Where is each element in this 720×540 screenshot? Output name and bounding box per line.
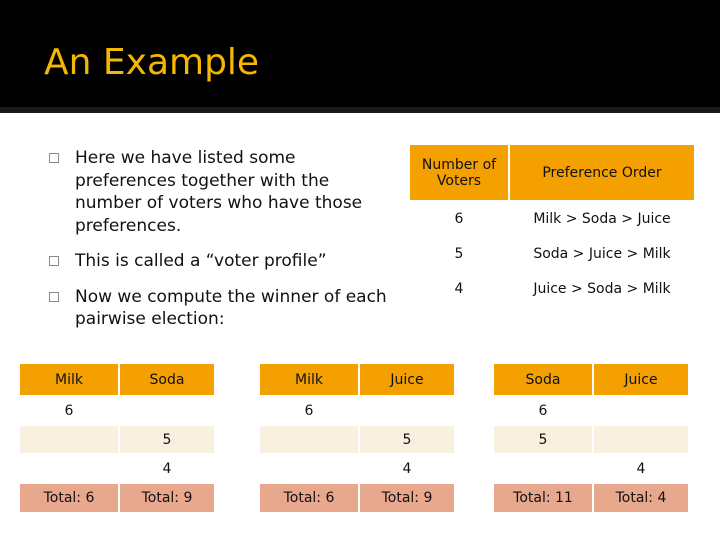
- table-row: [494, 455, 690, 484]
- tally-cell: [20, 426, 120, 455]
- pairwise-table-soda-juice: [494, 364, 690, 514]
- tally-cell: [260, 426, 360, 455]
- tally-cell: [494, 455, 594, 484]
- header-cell: Soda: [120, 364, 216, 397]
- tally-cell: 5: [120, 426, 216, 455]
- title-bar: [0, 0, 720, 113]
- total-row: [494, 484, 690, 514]
- total-cell: Total: 6: [260, 484, 360, 514]
- table-row: [20, 397, 216, 426]
- cell-voters: 5: [410, 237, 510, 272]
- bullet-item: [48, 286, 388, 331]
- bullet-box-icon: [49, 256, 59, 266]
- table-header-row: [260, 364, 456, 397]
- bullet-item: [48, 250, 388, 273]
- table-row: [260, 455, 456, 484]
- table-row: [260, 426, 456, 455]
- table-row: [410, 237, 696, 272]
- total-cell: Total: 9: [120, 484, 216, 514]
- header-cell: Juice: [360, 364, 456, 397]
- total-cell: Total: 9: [360, 484, 456, 514]
- table-row: [20, 426, 216, 455]
- table-row: [494, 397, 690, 426]
- table-row: [410, 202, 696, 237]
- table-header-row: [410, 145, 696, 202]
- total-cell: Total: 6: [20, 484, 120, 514]
- bullet-box-icon: [49, 292, 59, 302]
- table-row: [20, 455, 216, 484]
- tally-cell: [594, 426, 690, 455]
- cell-voters: 6: [410, 202, 510, 237]
- bullet-list: [48, 147, 388, 331]
- total-row: [20, 484, 216, 514]
- tally-cell: 4: [120, 455, 216, 484]
- header-cell: Juice: [594, 364, 690, 397]
- pairwise-table-milk-juice: [260, 364, 456, 514]
- tally-cell: 4: [594, 455, 690, 484]
- cell-preference: Milk > Soda > Juice: [510, 202, 696, 237]
- tally-cell: [594, 397, 690, 426]
- cell-voters: 4: [410, 272, 510, 307]
- cell-preference: Soda > Juice > Milk: [510, 237, 696, 272]
- header-number-of-voters: Number of Voters: [410, 145, 510, 202]
- total-row: [260, 484, 456, 514]
- tally-cell: [120, 397, 216, 426]
- table-header-row: [494, 364, 690, 397]
- voter-profile-table: [410, 145, 696, 307]
- total-cell: Total: 4: [594, 484, 690, 514]
- pairwise-table-milk-soda: [20, 364, 216, 514]
- tally-cell: 4: [360, 455, 456, 484]
- bullet-item: [48, 147, 388, 237]
- slide-title: An Example: [44, 42, 260, 83]
- table-row: [410, 272, 696, 307]
- tally-cell: 6: [260, 397, 360, 426]
- cell-preference: Juice > Soda > Milk: [510, 272, 696, 307]
- tally-cell: [260, 455, 360, 484]
- bullet-box-icon: [49, 153, 59, 163]
- tally-cell: [20, 455, 120, 484]
- bullet-text: Now we compute the winner of each pairwise election:: [75, 286, 387, 329]
- header-preference-order: Preference Order: [510, 145, 696, 202]
- header-cell: Soda: [494, 364, 594, 397]
- table-row: [494, 426, 690, 455]
- table-row: [260, 397, 456, 426]
- bullet-text: This is called a “voter profile”: [75, 251, 327, 271]
- bullet-text: Here we have listed some preferences together with the number of voters who have those preferences.: [75, 148, 363, 236]
- total-cell: Total: 11: [494, 484, 594, 514]
- table-header-row: [20, 364, 216, 397]
- tally-cell: 6: [20, 397, 120, 426]
- header-cell: Milk: [20, 364, 120, 397]
- tally-cell: 5: [360, 426, 456, 455]
- header-cell: Milk: [260, 364, 360, 397]
- tally-cell: 5: [494, 426, 594, 455]
- tally-cell: 6: [494, 397, 594, 426]
- tally-cell: [360, 397, 456, 426]
